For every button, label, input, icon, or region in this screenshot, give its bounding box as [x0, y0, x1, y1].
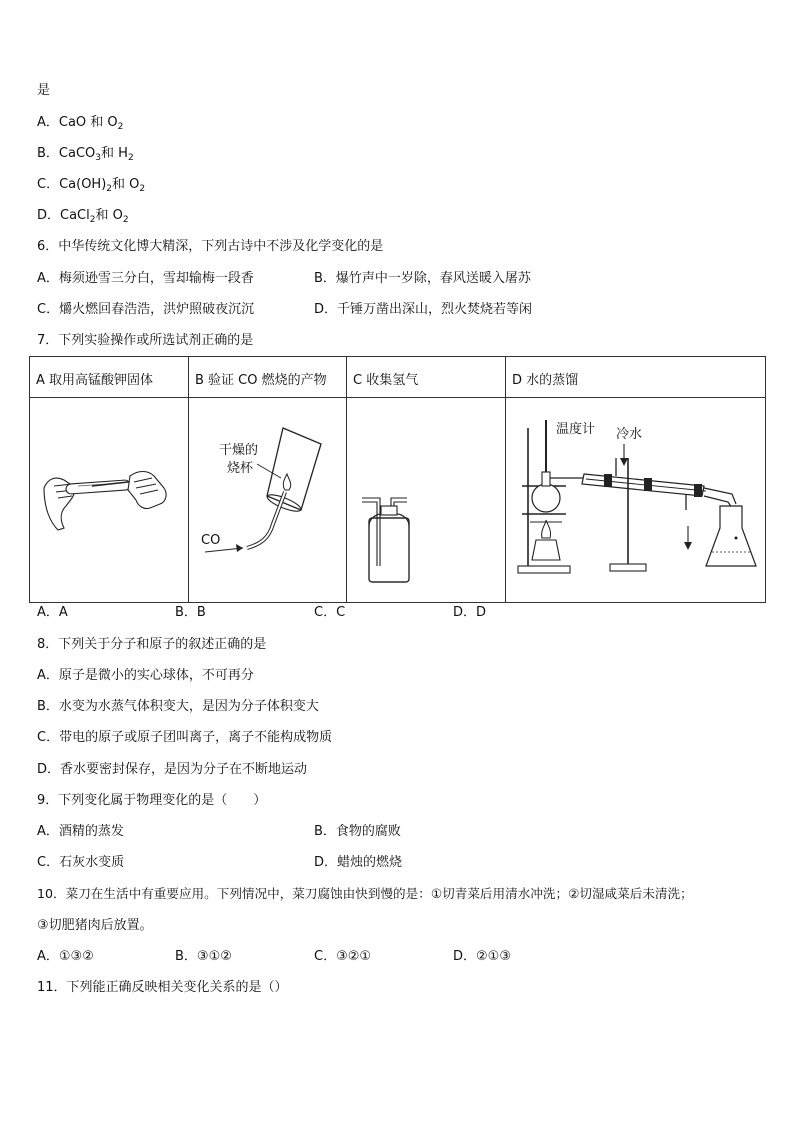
q9-stem: 9．下列变化属于物理变化的是（ ） — [37, 793, 267, 808]
q10-option-b[interactable]: B．③①② — [175, 949, 232, 964]
q6-option-a[interactable]: A．梅须逊雪三分白，雪却输梅一段香 — [37, 271, 254, 286]
q7-figure-b — [189, 398, 347, 603]
q5-option-d-text: D．CaCl — [37, 208, 90, 223]
cold-water-label: 冷水 — [616, 427, 643, 442]
q6-option-d[interactable]: D．千锤万凿出深山，烈火焚烧若等闲 — [314, 302, 533, 317]
q7-option-d[interactable]: D．D — [453, 605, 487, 620]
q9-option-c[interactable]: C．石灰水变质 — [37, 855, 125, 870]
beaker-label-2: 烧杯 — [227, 461, 254, 476]
q8-option-d[interactable]: D．香水要密封保存，是因为分子在不断地运动 — [37, 762, 308, 777]
q9-option-a[interactable]: A．酒精的蒸发 — [37, 824, 124, 839]
q6-stem: 6．中华传统文化博大精深，下列古诗中不涉及化学变化的是 — [37, 239, 384, 254]
q7-header-a-label: A 取用高锰酸钾固体 — [36, 373, 154, 388]
subscript: 2 — [89, 215, 96, 225]
q5-option-a-text: A．CaO 和 O — [37, 115, 118, 130]
q9-option-d[interactable]: D．蜡烛的燃烧 — [314, 855, 403, 870]
q8-option-a[interactable]: A．原子是微小的实心球体，不可再分 — [37, 668, 254, 683]
beaker-label-1: 干燥的 — [219, 443, 259, 458]
q7-header-b — [189, 357, 347, 398]
q6-option-b[interactable]: B．爆竹声中一岁除，春风送暖入屠苏 — [314, 271, 531, 286]
q7-stem: 7．下列实验操作或所选试剂正确的是 — [37, 333, 254, 348]
q5-option-c-text: C．Ca(OH) — [37, 177, 107, 192]
co-label: CO — [201, 533, 221, 548]
thermometer-label: 温度计 — [556, 422, 596, 437]
q8-stem: 8．下列关于分子和原子的叙述正确的是 — [37, 637, 267, 652]
test-tube-hands-illustration — [30, 398, 188, 598]
q7-figure-d — [506, 398, 766, 603]
q10-option-d[interactable]: D．②①③ — [453, 949, 511, 964]
q7-option-c[interactable]: C．C — [314, 605, 346, 620]
q10-option-c[interactable]: C．③②① — [314, 949, 372, 964]
subscript: 2 — [127, 153, 134, 163]
q11-stem: 11．下列能正确反映相关变化关系的是（） — [37, 980, 288, 995]
q10-stem-line2: ③切肥猪肉后放置。 — [37, 918, 153, 933]
q5-option-d-text2: 和 O — [95, 208, 123, 223]
q7-header-d — [506, 357, 766, 398]
q7-header-c-label: C 收集氢气 — [353, 373, 419, 388]
q7-option-b[interactable]: B．B — [175, 605, 206, 620]
q10-stem-line1: 10．菜刀在生活中有重要应用。下列情况中，菜刀腐蚀由快到慢的是：①切青菜后用清水冲洗；②切湿咸菜后未清洗； — [37, 886, 693, 901]
q6-option-c[interactable]: C．爝火燃回春浩浩，洪炉照破夜沉沉 — [37, 302, 255, 317]
subscript: 2 — [106, 184, 113, 194]
subscript: 2 — [139, 184, 146, 194]
q9-option-b[interactable]: B．食物的腐败 — [314, 824, 401, 839]
q7-header-c — [347, 357, 506, 398]
q10-option-a[interactable]: A．①③② — [37, 949, 94, 964]
q7-header-d-label: D 水的蒸馏 — [512, 373, 579, 388]
co-combustion-illustration — [189, 398, 346, 598]
q5-option-a[interactable] — [37, 114, 123, 132]
q5-stem-tail: 是 — [37, 83, 51, 98]
q7-header-b-label: B 验证 CO 燃烧的产物 — [195, 373, 327, 388]
q5-option-d[interactable] — [37, 207, 129, 225]
q7-option-a[interactable]: A．A — [37, 605, 68, 620]
subscript: 2 — [122, 215, 129, 225]
q5-option-c[interactable] — [37, 176, 145, 194]
q5-option-c-text2: 和 O — [112, 177, 140, 192]
q5-option-b-text: B．CaCO — [37, 146, 96, 161]
q5-option-b[interactable] — [37, 145, 134, 163]
subscript: 2 — [117, 122, 124, 132]
gas-collection-bottle-illustration — [347, 398, 505, 598]
q7-figure-c — [347, 398, 506, 603]
q8-option-b[interactable]: B．水变为水蒸气体积变大，是因为分子体积变大 — [37, 699, 319, 714]
q8-option-c[interactable]: C．带电的原子或原子团叫离子，离子不能构成物质 — [37, 730, 333, 745]
q7-header-a — [30, 357, 189, 398]
q7-table — [29, 356, 766, 603]
q5-option-b-text2: 和 H — [101, 146, 128, 161]
distillation-apparatus-illustration — [506, 398, 765, 598]
subscript: 3 — [95, 153, 102, 163]
q7-figure-a — [30, 398, 189, 603]
